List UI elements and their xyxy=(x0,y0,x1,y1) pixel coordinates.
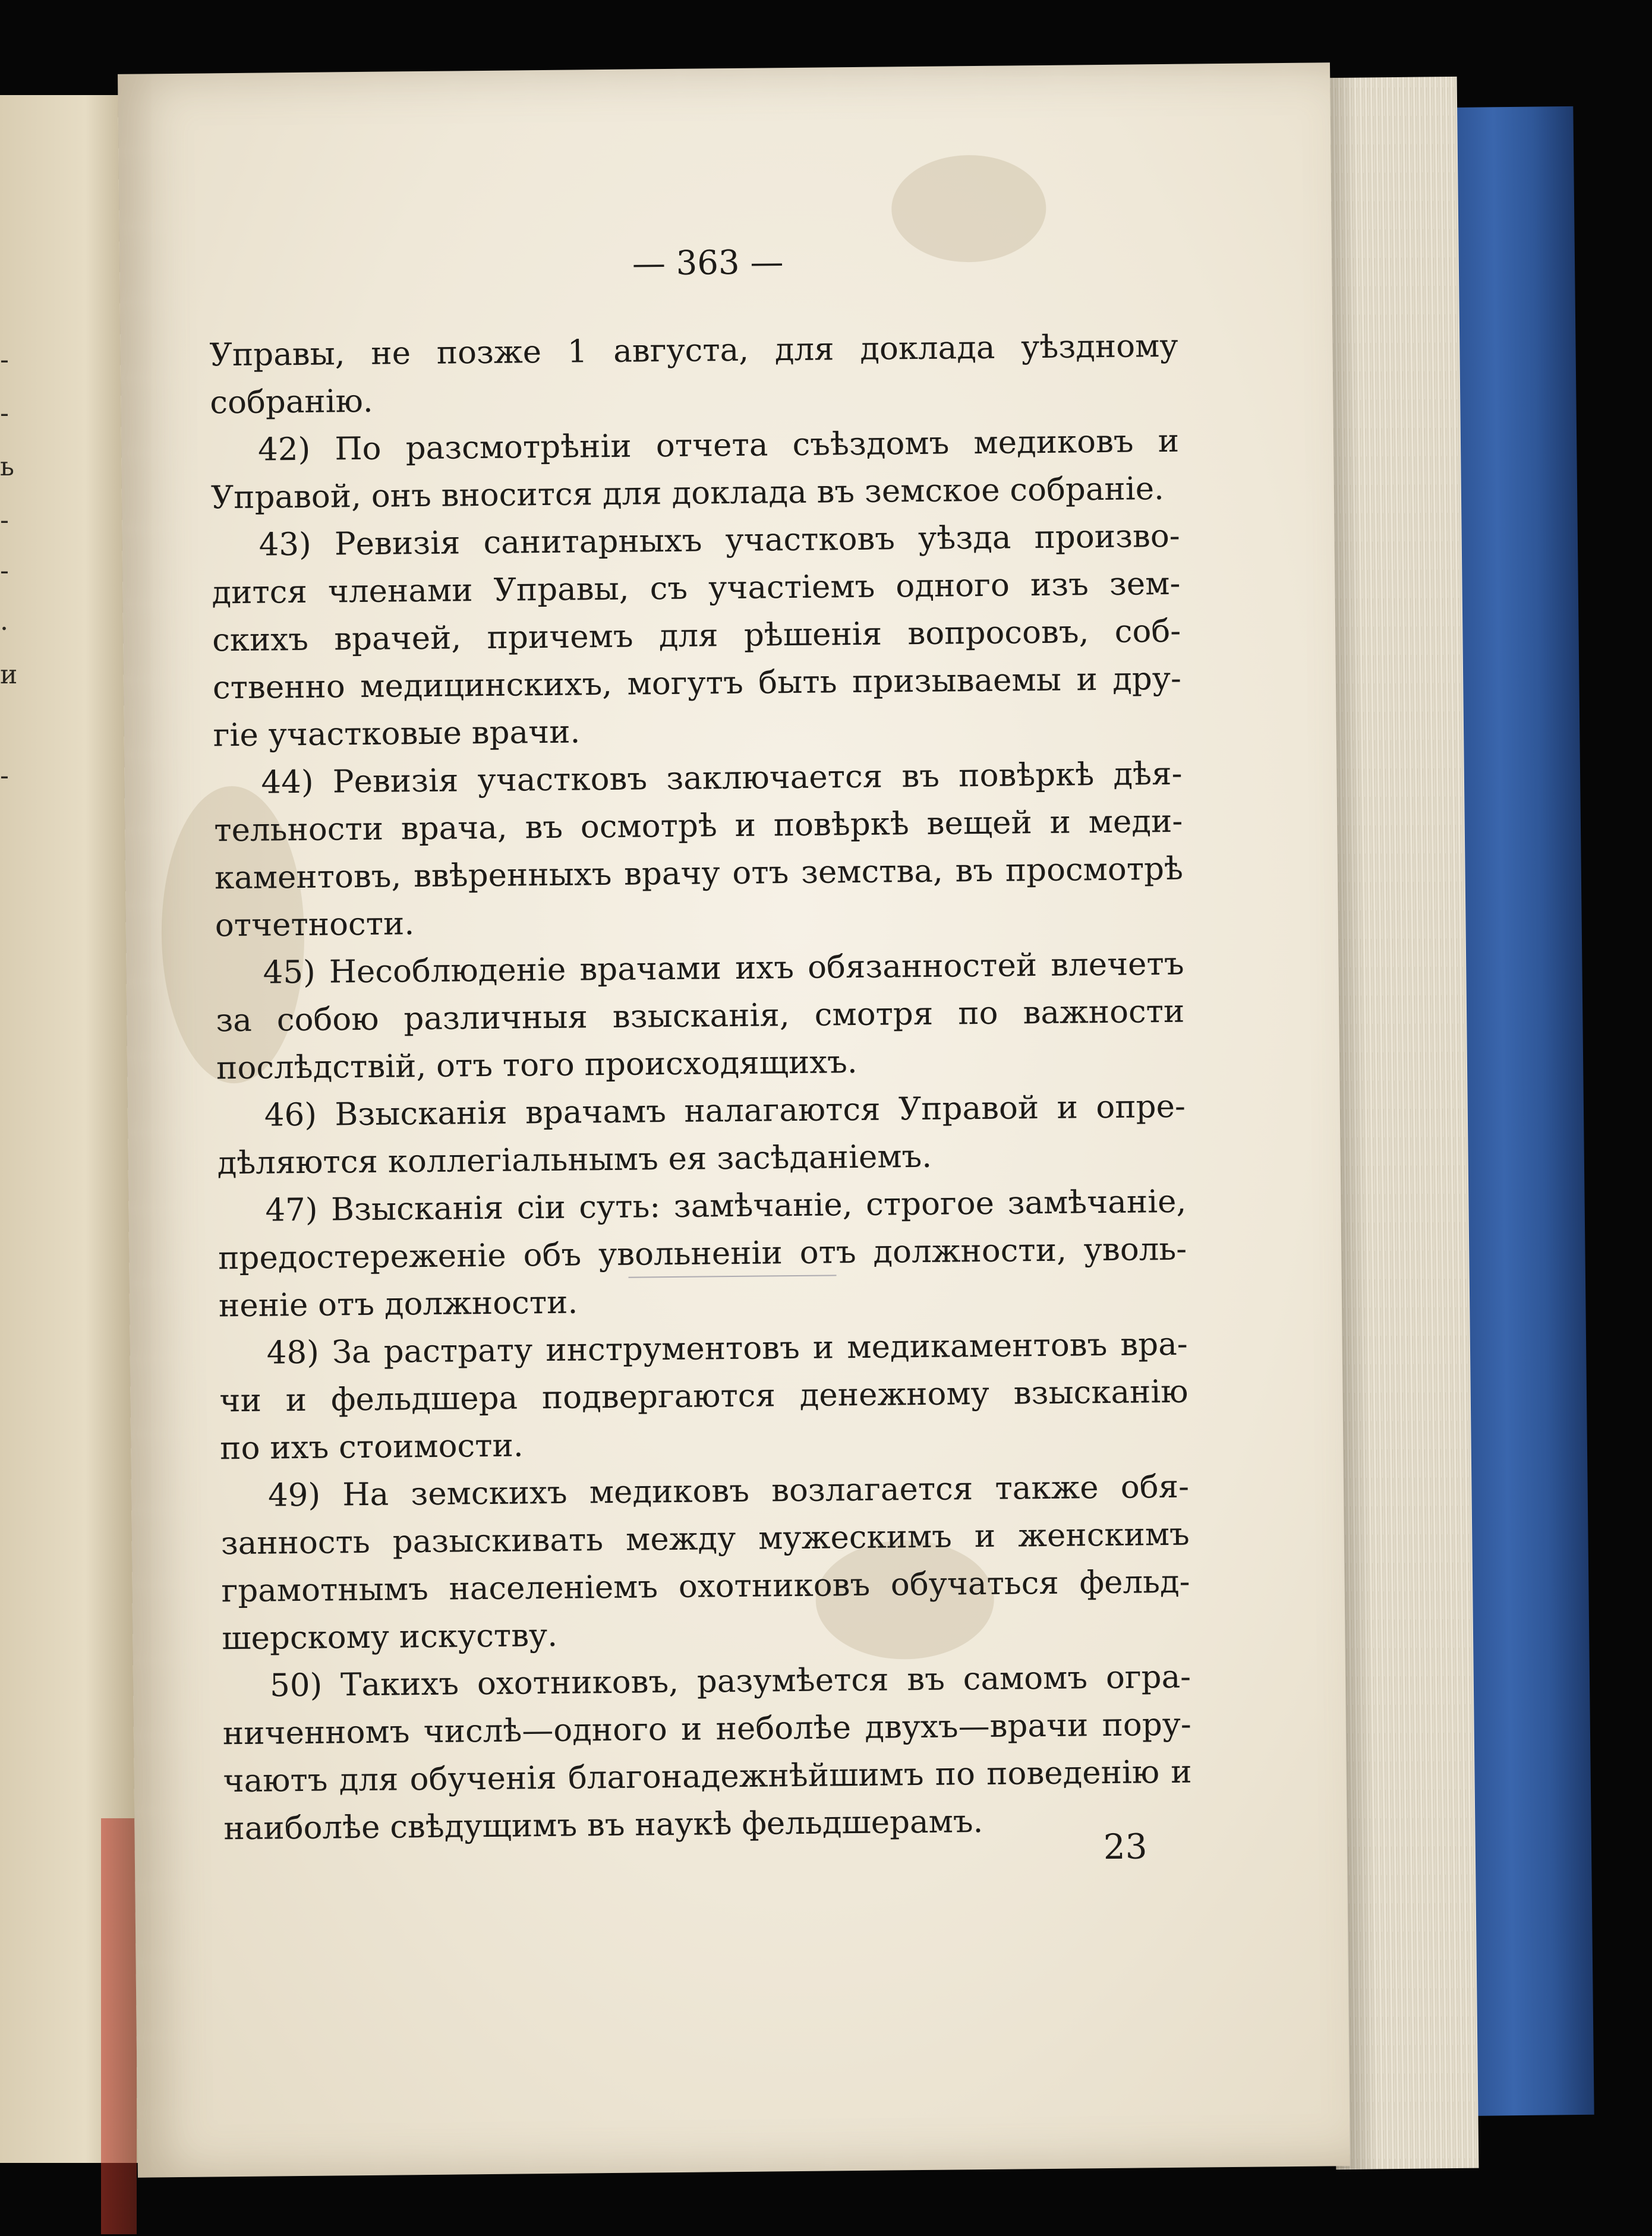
text-line: 45) Несоблюденіе врачами ихъ обязанностей влечетъ xyxy=(263,945,1184,991)
left-page-fragment: - xyxy=(0,761,9,791)
text-line: грамотнымъ населеніемъ охотниковъ обучаться фельд- xyxy=(221,1563,1190,1610)
text-line: ственно медицинскихъ, могутъ быть призываемы и дру- xyxy=(212,660,1182,707)
text-line: дѣляются коллегіальнымъ ея засѣданіемъ. xyxy=(217,1138,932,1182)
left-page-fragment: - xyxy=(0,505,9,535)
text-line: каментовъ, ввѣренныхъ врачу отъ земства, въ просмотрѣ xyxy=(214,850,1184,897)
text-line: гіе участковые врачи. xyxy=(213,714,581,754)
text-line: 49) На земскихъ медиковъ возлагается также обя- xyxy=(267,1468,1190,1514)
text-line: дится членами Управы, съ участіемъ одного изъ зем- xyxy=(212,565,1181,611)
text-line: чаютъ для обученія благонадежнѣйшимъ по поведенію и xyxy=(223,1754,1192,1800)
left-page-red-edge xyxy=(101,1818,137,2234)
text-line: по ихъ стоимости. xyxy=(219,1427,524,1467)
text-line: скихъ врачей, причемъ для рѣшенія вопросовъ, соб- xyxy=(212,613,1181,659)
text-line: чи и фельдшера подвергаются денежному взысканію xyxy=(219,1373,1188,1420)
text-line: за собою различныя взысканія, смотря по важности xyxy=(216,993,1185,1039)
text-line: неніе отъ должности. xyxy=(218,1284,578,1324)
left-page-fragment: - xyxy=(0,345,9,375)
text-line: 42) По разсмотрѣніи отчета съѣздомъ медиковъ и xyxy=(257,422,1180,468)
text-line: собранію. xyxy=(210,383,373,421)
left-page-fragment: и xyxy=(0,660,18,690)
left-page-fragment: - xyxy=(0,556,9,586)
book-page xyxy=(118,62,1350,2177)
text-line: Управы, не позже 1 августа, для доклада уѣздному xyxy=(209,327,1178,374)
text-line: отчетности. xyxy=(215,906,415,944)
text-line: 48) За растрату инструментовъ и медикаментовъ вра- xyxy=(266,1326,1188,1371)
text-line: послѣдствій, отъ того происходящихъ. xyxy=(216,1044,858,1087)
left-page-fragment: . xyxy=(0,606,8,636)
text-line: ниченномъ числѣ—одного и неболѣе двухъ—врачи пору- xyxy=(222,1706,1192,1752)
text-line: занность разыскивать между мужескимъ и женскимъ xyxy=(220,1516,1190,1562)
text-line: тельности врача, въ осмотрѣ и повѣркѣ вещей и меди- xyxy=(213,803,1183,849)
signature-mark: 23 xyxy=(1103,1826,1147,1868)
text-line: шерскому искуству. xyxy=(222,1617,558,1657)
body-text xyxy=(209,323,1192,1853)
text-line: 46) Взысканія врачамъ налагаются Управой и опре- xyxy=(264,1088,1186,1134)
text-line: 44) Ревизія участковъ заключается въ повѣркѣ дѣя- xyxy=(261,755,1183,801)
page-number: — 363 — xyxy=(632,243,784,283)
text-line: предостереженіе объ увольненіи отъ должности, уволь- xyxy=(217,1231,1187,1277)
text-line: наиболѣе свѣдущимъ въ наукѣ фельдшерамъ. xyxy=(223,1803,983,1847)
text-line: 47) Взысканія сіи суть: замѣчаніе, строгое замѣчаніе, xyxy=(265,1183,1187,1229)
text-line: 50) Такихъ охотниковъ, разумѣется въ самомъ огра- xyxy=(269,1658,1191,1704)
text-line: 43) Ревизія санитарныхъ участковъ уѣзда произво- xyxy=(258,518,1180,563)
left-page-fragment: - xyxy=(0,398,9,428)
text-line: Управой, онъ вносится для доклада въ земское собраніе. xyxy=(210,471,1165,516)
left-page-fragment: ь xyxy=(0,452,14,482)
